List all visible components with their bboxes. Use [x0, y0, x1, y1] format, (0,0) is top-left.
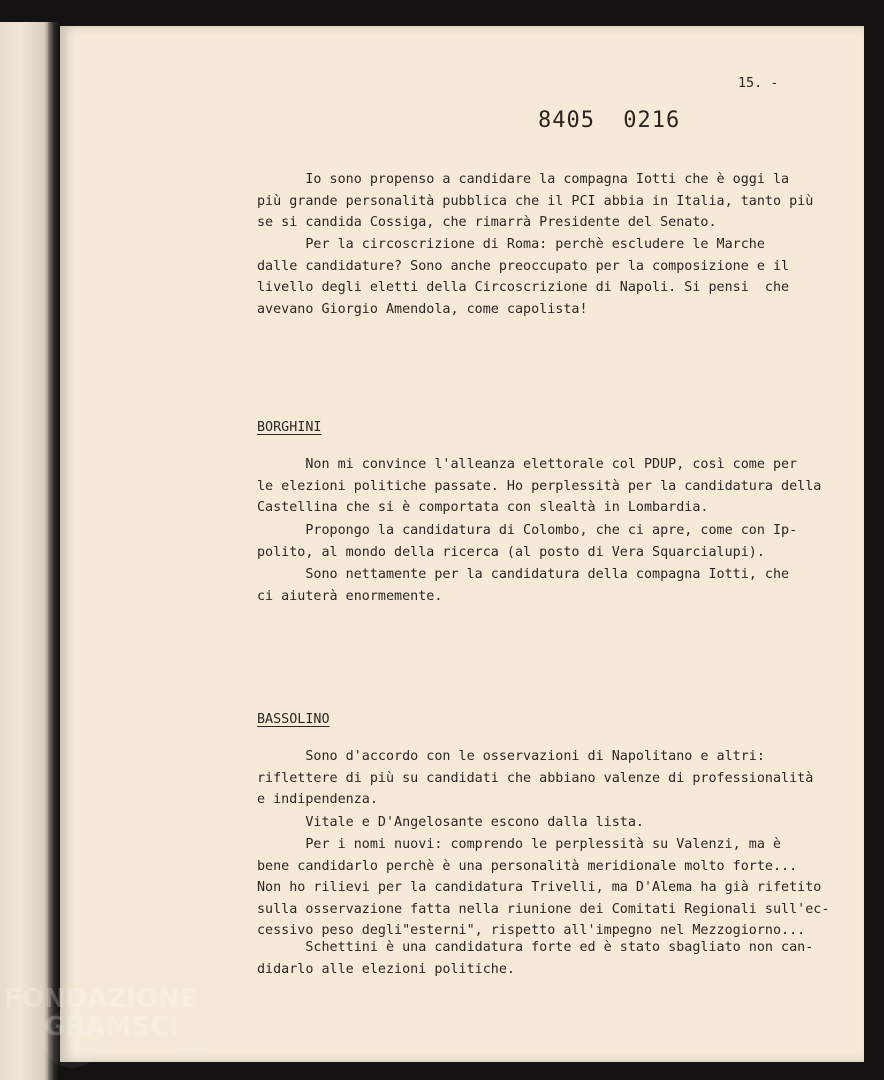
bassolino-paragraph-2: Vitale e D'Angelosante escono dalla lista. — [257, 815, 644, 830]
binder-gutter — [48, 22, 58, 1080]
bassolino-paragraph-4: Schettini è una candidatura forte ed è stato sbagliato non can- didarlo alle elezioni politiche. — [257, 940, 814, 977]
bassolino-paragraph-1: Sono d'accordo con le osservazioni di Napolitano e altri: riflettere di più su candidati che abbiano valenze di professionalità e indipendenza. — [257, 749, 814, 807]
borghini-paragraph-3: Sono nettamente per la candidatura della compagna Iotti, che ci aiuterà enormemente. — [257, 567, 790, 604]
document-number-stamp: 8405 0216 — [538, 108, 681, 133]
intro-paragraph-2: Per la circoscrizione di Roma: perchè escludere le Marche dalle candidature? Sono anche preoccupato per la composizione e il livello degli eletti della Circoscrizione di Napoli. Si pensi che avevano Giorgio Amendola, come capolista! — [257, 237, 790, 317]
borghini-paragraph-1: Non mi convince l'alleanza elettorale col PDUP, così come per le elezioni politiche passate. Ho perplessità per la candidatura della Castellina che si è comportata con slealtà in Lombardia. — [257, 457, 822, 515]
watermark-line-1: FONDAZIONE — [4, 984, 198, 1014]
speaker-heading-bassolino: BASSOLINO — [257, 712, 330, 727]
page-number: 15. - — [738, 76, 779, 91]
binder-left-page — [0, 22, 52, 1080]
watermark-line-2: GRAMSCI — [44, 1012, 179, 1042]
bassolino-paragraph-3: Per i nomi nuovi: comprendo le perplessità su Valenzi, ma è bene candidarlo perchè è una personalità meridionale molto forte... Non ho rilievi per la candidatura Trivelli, ma D'Alema ha già rifetito sulla osservazione fatta nella riunione dei Comitati Regionali sull'ec- cessivo peso degli"esterni", rispetto all'impegno nel Mezzogiorno... — [257, 837, 830, 938]
borghini-paragraph-2: Propongo la candidatura di Colombo, che ci apre, come con Ip- polito, al mondo della ricerca (al posto di Vera Squarcialupi). — [257, 523, 798, 560]
intro-paragraph-1: Io sono propenso a candidare la compagna Iotti che è oggi la più grande personalità pubblica che il PCI abbia in Italia, tanto più se si candida Cossiga, che rimarrà Presidente del Senato. — [257, 172, 814, 230]
page-text — [60, 26, 864, 1062]
document-page — [60, 26, 864, 1062]
speaker-heading-borghini: BORGHINI — [257, 420, 322, 435]
archive-watermark — [4, 984, 234, 1064]
watermark-small-text: onlus — [182, 1044, 207, 1054]
